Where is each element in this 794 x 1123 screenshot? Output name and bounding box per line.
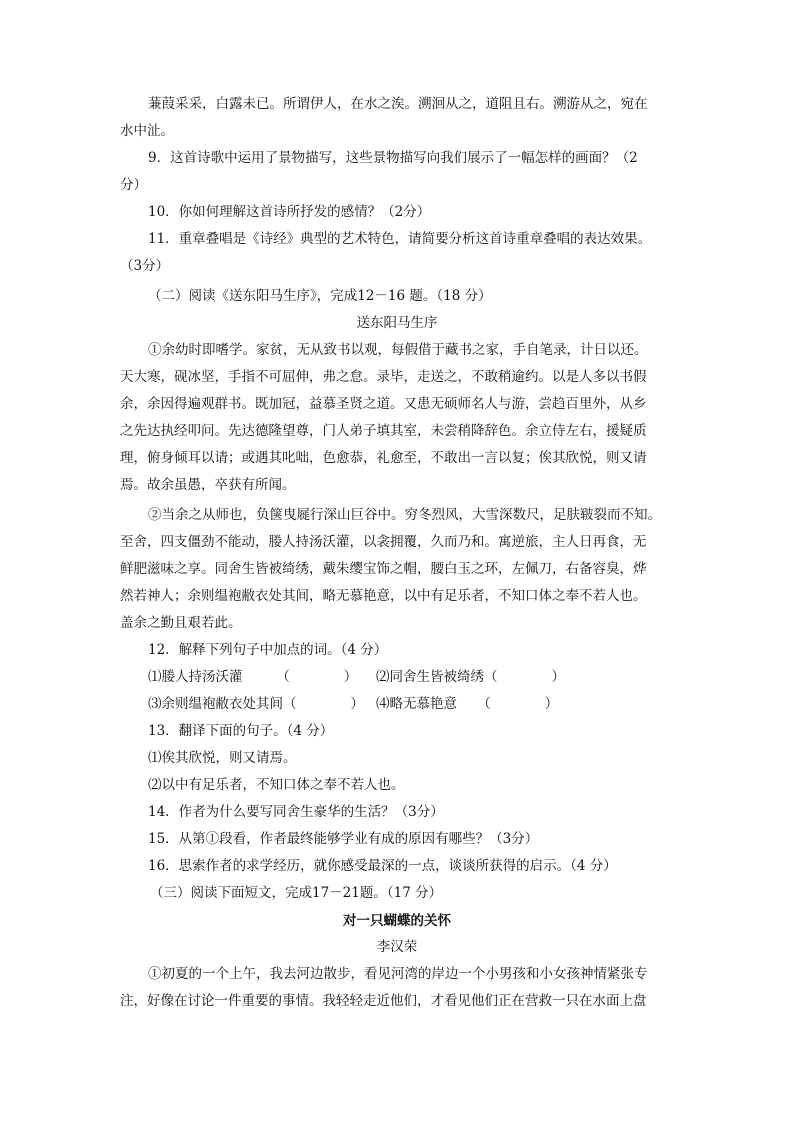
paragraph-line: 然若神人；余则缊袍敝衣处其间，略无慕艳意，以中有足乐者，不知口体之奉不若人也。 — [120, 588, 647, 604]
question-12-row — [148, 667, 565, 687]
question-15: 15．从第①段看，作者最终能够学业有成的原因有哪些？（3分） — [148, 831, 539, 847]
paragraph-line: 注，好像在讨论一件重要的事情。我轻轻走近他们，才看见他们正在营救一只在水面上盘 — [120, 993, 647, 1009]
question-12-item-4: ⑷略无慕艳意 （ ） — [376, 696, 559, 712]
poem-line: 水中沚。 — [120, 123, 174, 139]
question-12-item-1: ⑴媵人持汤沃灌 （ ） — [148, 669, 358, 685]
question-9-cont: 分） — [120, 177, 147, 193]
question-13-item-2: ⑵以中有足乐者，不知口体之奉不若人也。 — [148, 777, 405, 793]
question-11-cont: （3分） — [120, 258, 170, 274]
passage-title: 对一只蝴蝶的关怀 — [343, 913, 451, 929]
paragraph-line: ①初夏的一个上午，我去河边散步，看见河湾的岸边一个小男孩和小女孩神情紧张专 — [148, 966, 648, 982]
question-9: 9．这首诗歌中运用了景物描写，这些景物描写向我们展示了一幅怎样的画面？（2 — [148, 150, 638, 166]
question-12-row — [148, 694, 559, 714]
paragraph-line: 之先达执经叩问。先达德隆望尊，门人弟子填其室，未尝稍降辞色。余立侍左右，援疑质 — [120, 423, 647, 439]
question-14: 14．作者为什么要写同舍生豪华的生活？（3分） — [148, 804, 444, 820]
paragraph-line: ①余幼时即嗜学。家贫，无从致书以观，每假借于藏书之家，手自笔录，计日以还。 — [148, 342, 648, 358]
passage-author: 李汉荣 — [376, 939, 418, 955]
poem-line: 蒹葭采采，白露未已。所谓伊人，在水之涘。溯洄从之，道阻且右。溯游从之，宛在 — [148, 96, 648, 112]
passage-title: 送东阳马生序 — [356, 315, 438, 331]
paragraph-line: 至舍，四支僵劲不能动，媵人持汤沃灌，以衾拥覆，久而乃和。寓逆旅，主人日再食，无 — [120, 534, 647, 550]
question-16: 16．思索作者的求学经历，就你感受最深的一点，谈谈所获得的启示。（4 分） — [148, 858, 617, 874]
question-12-item-3: ⑶余则缊袍敝衣处其间（ ） — [148, 696, 364, 712]
question-12: 12．解释下列句子中加点的词。（4 分） — [148, 642, 388, 658]
question-12-item-2: ⑵同舍生皆被绮绣（ ） — [376, 669, 565, 685]
paragraph-line: 理，俯身倾耳以请；或遇其叱咄，色愈恭，礼愈至，不敢出一言以复；俟其欣悦，则又请 — [120, 450, 647, 466]
section-heading: （三）阅读下面短文，完成17－21题。（17 分） — [150, 885, 443, 901]
question-13-item-1: ⑴俟其欣悦，则又请焉。 — [148, 750, 297, 766]
question-13: 13．翻译下面的句子。（4 分） — [148, 723, 334, 739]
paragraph-line: ②当余之从师也，负箧曳屣行深山巨谷中。穷冬烈风，大雪深数尺，足肤皲裂而不知。 — [148, 507, 661, 523]
question-11: 11．重章叠唱是《诗经》典型的艺术特色，请简要分析这首诗重章叠唱的表达效果。 — [148, 231, 652, 247]
paragraph-line: 鲜肥滋味之享。同舍生皆被绮绣，戴朱缨宝饰之帽，腰白玉之环，左佩刀，右备容臭，烨 — [120, 561, 647, 577]
paragraph-line: 盖余之勤且艰若此。 — [120, 615, 242, 631]
section-heading: （二）阅读《送东阳马生序》，完成12－16 题。（18 分） — [148, 288, 492, 304]
paragraph-line: 天大寒，砚冰坚，手指不可屈伸，弗之怠。录毕，走送之，不敢稍逾约。以是人多以书假 — [120, 369, 647, 385]
question-10: 10．你如何理解这首诗所抒发的感情？（2分） — [148, 204, 431, 220]
paragraph-line: 焉。故余虽愚，卒获有所闻。 — [120, 477, 296, 493]
paragraph-line: 余，余因得遍观群书。既加冠，益慕圣贤之道。又患无硕师名人与游，尝趋百里外，从乡 — [120, 396, 647, 412]
